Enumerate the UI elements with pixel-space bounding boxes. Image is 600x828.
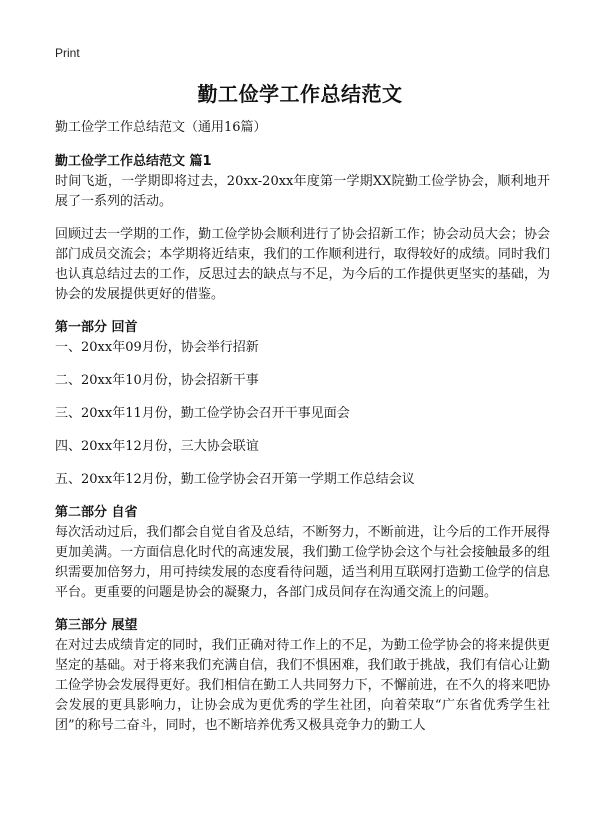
part1-list-item: 四、20xx年12月份，三大协会联谊 xyxy=(55,439,259,454)
page-title: 勤工俭学工作总结范文 xyxy=(197,82,403,106)
intro-paragraph-1: 时间飞逝，一学期即将过去，20xx-20xx年度第一学期XX院勤工俭学协会，顺利地开展了一系列的活动。 xyxy=(55,174,550,209)
part1-heading: 第一部分 回首 xyxy=(55,320,138,335)
part2-paragraph: 每次活动过后，我们都会自觉自省及总结，不断努力，不断前进，让今后的工作开展得更加美满。一方面信息化时代的高速发展，我们勤工俭学协会这个与社会接触最多的组织需要加倍努力，用可持续发展的态度看待问题，适当利用互联网打造勤工俭学的信息平台。更重要的问题是协会的凝聚力，各部门成员间存在沟通交流上的问题。 xyxy=(55,525,550,600)
document-subtitle: 勤工俭学工作总结范文（通用16篇） xyxy=(55,120,267,135)
part1-list-item: 五、20xx年12月份，勤工俭学协会召开第一学期工作总结会议 xyxy=(55,472,415,487)
part2-heading: 第二部分 自省 xyxy=(55,505,138,520)
part3-heading: 第三部分 展望 xyxy=(55,618,138,633)
article-heading: 勤工俭学工作总结范文 篇1 xyxy=(55,154,212,169)
intro-paragraph-2: 回顾过去一学期的工作，勤工俭学协会顺利进行了协会招新工作；协会动员大会；协会部门成员交流会；本学期将近结束，我们的工作顺利进行，取得较好的成绩。同时我们也认真总结过去的工作，反思过去的缺点与不足，为今后的工作提供更坚实的基础，为协会的发展提供更好的借鉴。 xyxy=(55,227,550,302)
part1-list-item: 三、20xx年11月份，勤工俭学协会召开干事见面会 xyxy=(55,406,350,421)
part1-list-item: 一、20xx年09月份，协会举行招新 xyxy=(55,340,259,355)
part1-list-item: 二、20xx年10月份，协会招新干事 xyxy=(55,373,259,388)
document-body xyxy=(55,118,550,749)
print-link[interactable]: Print xyxy=(55,46,80,60)
part3-paragraph: 在对过去成绩肯定的同时，我们正确对待工作上的不足，为勤工俭学协会的将来提供更坚定的基础。对于将来我们充满自信，我们不惧困难，我们敢于挑战，我们有信心让勤工俭学协会发展得更好。我们相信在勤工人共同努力下，不懈前进，在不久的将来吧协会发展的更具影响力，让协会成为更优秀的学生社团，向着荣取“广东省优秀学生社团”的称号二奋斗，同时，也不断培养优秀又极具竞争力的勤工人 xyxy=(55,638,550,733)
